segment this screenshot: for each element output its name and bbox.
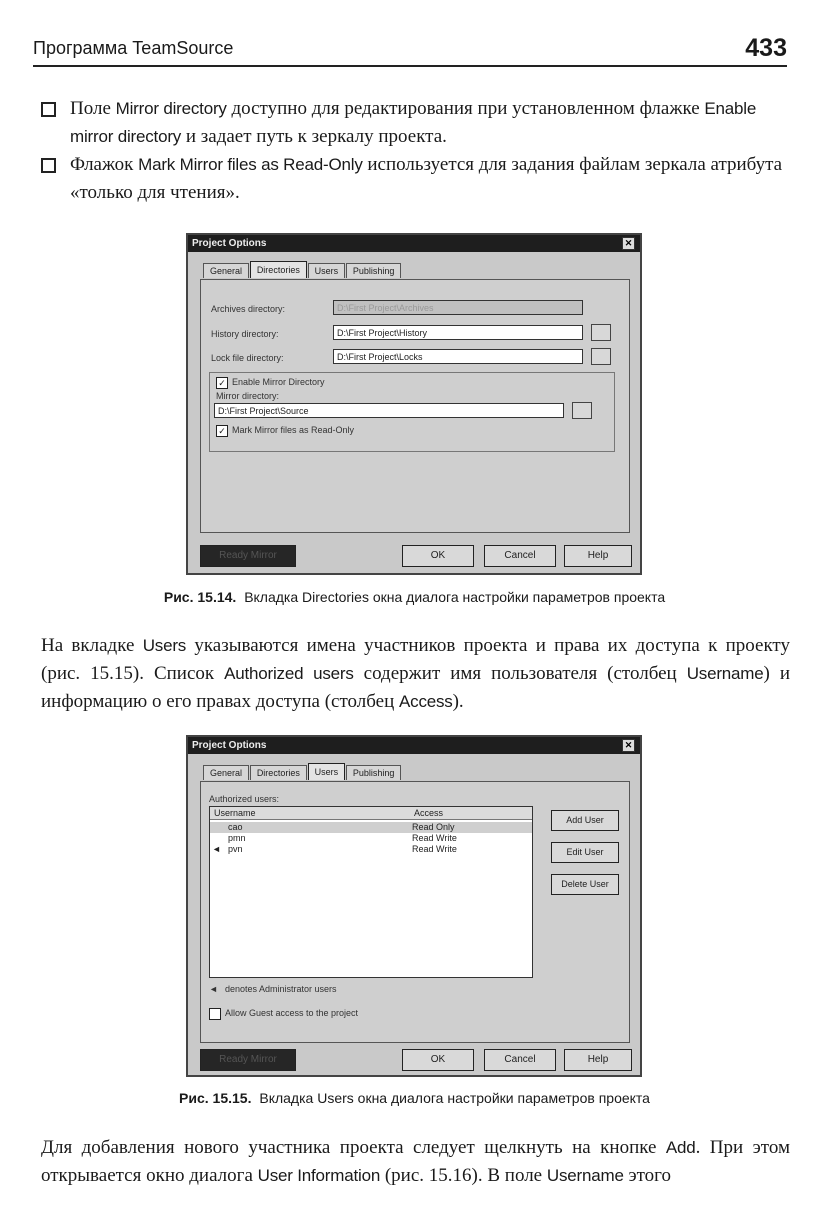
text-run: этого — [623, 1165, 671, 1186]
text-run: указываются имена участников проекта и права их доступа к проекту (рис. 15.15). Список — [41, 635, 790, 684]
mirror-dir-label: Mirror directory: — [216, 391, 280, 401]
ok-button[interactable]: OK — [402, 1049, 474, 1071]
tab-strip — [203, 261, 399, 279]
tab-panel — [200, 781, 630, 1043]
caption-number: Рис. 15.15. — [179, 1090, 252, 1106]
allow-guest-label: Allow Guest access to the project — [225, 1008, 359, 1018]
text-run: ). — [452, 691, 464, 712]
text-run: Поле — [70, 98, 116, 119]
tab-users[interactable]: Users — [308, 763, 346, 780]
user-access: Read Write — [412, 844, 457, 854]
text-run: и задает путь к зеркалу проекта. — [181, 126, 447, 147]
mirror-browse-button[interactable] — [572, 402, 592, 419]
user-name: pmn — [228, 833, 246, 843]
mirror-group — [209, 372, 615, 452]
bullet-text — [70, 95, 790, 151]
tab-general[interactable]: General — [203, 765, 249, 780]
history-field[interactable]: D:\First Project\History — [333, 325, 583, 340]
text-run: ) и информацию о его правах доступа (столбец — [41, 663, 790, 712]
tab-directories[interactable]: Directories — [250, 765, 307, 780]
dialog-titlebar — [188, 737, 640, 754]
mark-readonly-label: Mark Mirror files as Read-Only — [232, 425, 355, 435]
mirror-field[interactable]: D:\First Project\Source — [214, 403, 564, 418]
admin-note: denotes Administrator users — [225, 984, 337, 994]
users-list[interactable] — [209, 806, 533, 978]
ready-mirror-button[interactable]: Ready Mirror — [200, 1049, 296, 1071]
user-access: Read Write — [412, 833, 457, 843]
ui-term: Enable mirror directory — [70, 99, 757, 146]
ui-term: Access — [399, 692, 453, 711]
tab-strip — [203, 763, 399, 781]
bullet-item — [41, 151, 790, 207]
text-run: (рис. 15.16). В поле — [380, 1165, 547, 1186]
edit-user-button[interactable]: Edit User — [551, 842, 619, 863]
table-row[interactable] — [210, 822, 532, 833]
caption-number: Рис. 15.14. — [163, 589, 237, 605]
header-rule — [33, 65, 787, 67]
text-run: На вкладке — [41, 635, 143, 656]
lock-label: Lock file directory: — [211, 353, 284, 363]
add-user-button[interactable]: Add User — [551, 810, 619, 831]
running-header-title: Программа TeamSource — [33, 38, 234, 58]
project-options-dialog-users — [186, 735, 642, 1077]
project-options-dialog-directories — [186, 233, 642, 575]
tab-directories[interactable]: Directories — [250, 261, 307, 278]
text-run: Флажок — [70, 154, 139, 175]
text-run: доступно для редактирования при установленном флажке — [226, 98, 705, 119]
admin-arrow-icon: ◄ — [212, 844, 221, 854]
caption-text: Вкладка Directories окна диалога настройки параметров проекта — [244, 589, 666, 605]
caption-text: Вкладка Users окна диалога настройки параметров проекта — [259, 1090, 650, 1106]
ui-term: Mirror directory — [115, 99, 227, 118]
mark-readonly-checkbox[interactable]: ✓ — [216, 425, 228, 437]
authorized-users-label: Authorized users: — [209, 794, 280, 804]
column-header-username[interactable]: Username — [210, 807, 410, 820]
cancel-button[interactable]: Cancel — [484, 1049, 556, 1071]
archives-label: Archives directory: — [211, 304, 286, 314]
ui-term: Users — [142, 636, 187, 655]
text-run: содержит имя пользователя (столбец — [353, 663, 687, 684]
user-name: cao — [228, 822, 243, 832]
dialog-title: Project Options — [192, 740, 267, 751]
close-icon[interactable]: ✕ — [622, 237, 635, 250]
history-label: History directory: — [211, 329, 279, 339]
ok-button[interactable]: OK — [402, 545, 474, 567]
table-row[interactable] — [210, 844, 532, 855]
ui-term: Authorized users — [224, 664, 354, 683]
ui-term: Username — [546, 1166, 624, 1185]
lock-browse-button[interactable] — [591, 348, 611, 365]
admin-arrow-icon: ◄ — [209, 984, 218, 994]
text-run: Для добавления нового участника проекта следует щелкнуть на кнопке — [41, 1137, 666, 1158]
ui-term: Add — [665, 1138, 696, 1157]
lock-field[interactable]: D:\First Project\Locks — [333, 349, 583, 364]
page-number: 433 — [745, 34, 787, 62]
table-row[interactable] — [210, 833, 532, 844]
dialog-titlebar — [188, 235, 640, 252]
enable-mirror-checkbox[interactable]: ✓ — [216, 377, 228, 389]
user-name: pvn — [228, 844, 243, 854]
delete-user-button[interactable]: Delete User — [551, 874, 619, 895]
column-header-access[interactable]: Access — [410, 807, 532, 820]
user-access: Read Only — [412, 822, 455, 832]
tab-panel — [200, 279, 630, 533]
enable-mirror-label: Enable Mirror Directory — [232, 377, 325, 387]
bullet-item — [41, 95, 790, 151]
body-paragraph — [41, 632, 790, 716]
bullet-text — [70, 151, 790, 207]
allow-guest-checkbox[interactable] — [209, 1008, 221, 1020]
bullet-box-icon — [41, 158, 56, 173]
text-run: используется для задания файлам зеркала атрибута «только для чтения». — [70, 154, 783, 203]
close-icon[interactable]: ✕ — [622, 739, 635, 752]
tab-publishing[interactable]: Publishing — [346, 765, 402, 780]
help-button[interactable]: Help — [564, 545, 632, 567]
tab-users[interactable]: Users — [308, 263, 346, 278]
help-button[interactable]: Help — [564, 1049, 632, 1071]
figure-caption — [0, 589, 829, 605]
ui-term: Mark Mirror files as Read-Only — [138, 155, 363, 174]
history-browse-button[interactable] — [591, 324, 611, 341]
text-run: . При этом открывается окно диалога — [41, 1137, 790, 1186]
ui-term: Username — [686, 664, 764, 683]
ui-term: User Information — [257, 1166, 381, 1185]
body-paragraph — [41, 1134, 790, 1190]
tab-publishing[interactable]: Publishing — [346, 263, 402, 278]
cancel-button[interactable]: Cancel — [484, 545, 556, 567]
tab-general[interactable]: General — [203, 263, 249, 278]
ready-mirror-button[interactable]: Ready Mirror — [200, 545, 296, 567]
figure-caption — [0, 1090, 829, 1106]
bullet-box-icon — [41, 102, 56, 117]
dialog-title: Project Options — [192, 238, 267, 249]
archives-field: D:\First Project\Archives — [333, 300, 583, 315]
